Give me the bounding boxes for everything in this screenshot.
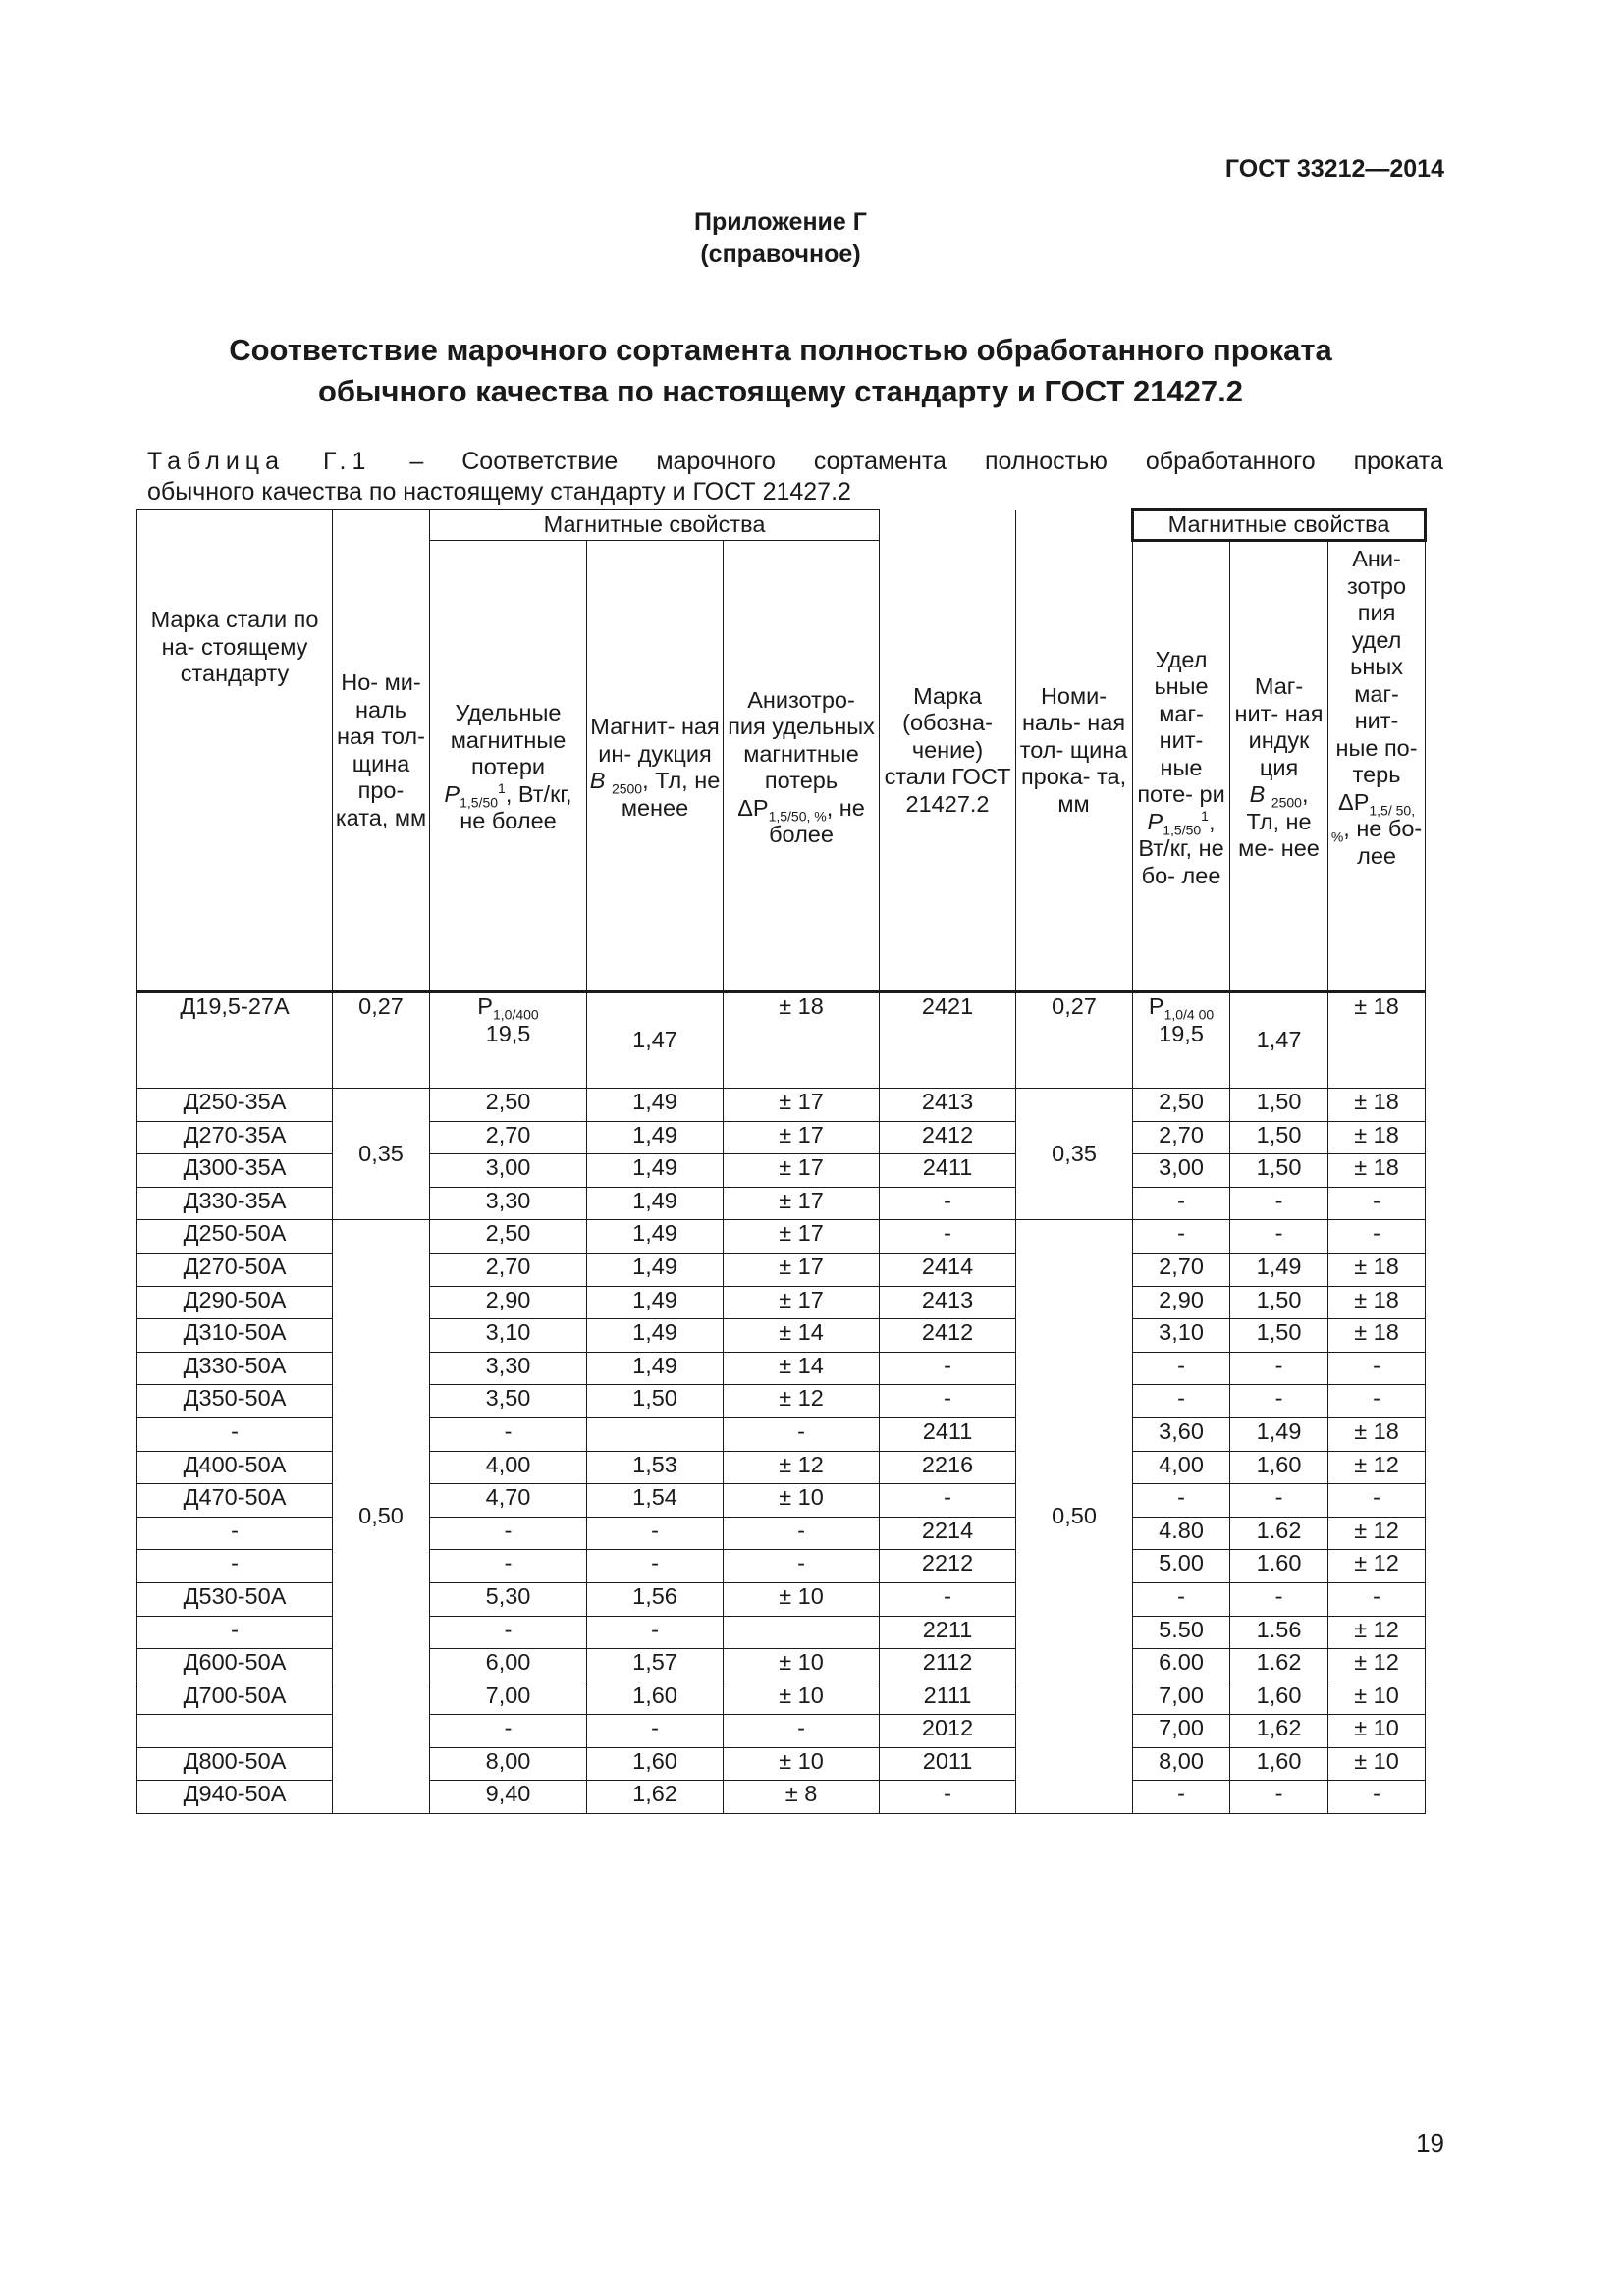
col-grade-header: Марка стали по на- стоящему стандарту (137, 510, 333, 992)
cell-anisotropy: ± 14 (724, 1319, 880, 1353)
table-row (137, 1451, 1426, 1484)
cell-gost-loss: 3,10 (1133, 1319, 1230, 1353)
cell-gost-loss: 5.00 (1133, 1550, 1230, 1583)
cell-gost-grade: - (880, 1220, 1016, 1254)
cell-grade: - (137, 1550, 333, 1583)
table-row (137, 1649, 1426, 1682)
cell-anisotropy: ± 12 (724, 1385, 880, 1418)
cell-loss: 3,30 (430, 1352, 587, 1385)
cell-induction: 1,62 (587, 1781, 724, 1814)
cell-gost-loss: 5.50 (1133, 1616, 1230, 1649)
caption-word: проката (1353, 448, 1443, 475)
table-row (137, 1550, 1426, 1583)
cell-induction: 1,54 (587, 1484, 724, 1518)
cell-gost-loss: - (1133, 1352, 1230, 1385)
cell-grade: - (137, 1417, 333, 1451)
cell-loss: 2,90 (430, 1286, 587, 1319)
cell-gost-loss: 2,50 (1133, 1089, 1230, 1122)
cell-grade: Д19,5-27А (137, 992, 333, 1089)
cell-gost-grade: 2111 (880, 1682, 1016, 1715)
cell-grade: Д530-50А (137, 1582, 333, 1616)
cell-grade: Д270-35А (137, 1121, 333, 1154)
table-row (137, 1417, 1426, 1451)
cell-loss: 2,70 (430, 1121, 587, 1154)
cell-gost-induction: 1,60 (1230, 1682, 1328, 1715)
cell-induction: 1,50 (587, 1385, 724, 1418)
cell-induction: 1,49 (587, 1286, 724, 1319)
cell-loss: 9,40 (430, 1781, 587, 1814)
cell-gost-grade: - (880, 1484, 1016, 1518)
cell-gost-anisotropy: ± 12 (1328, 1649, 1426, 1682)
col-anisotropy-header: Анизотро- пия удельных магнитные потерь $\Delta P_{1,5/50, \%}$, не более (724, 541, 880, 992)
table-row (137, 1385, 1426, 1418)
cell-gost-anisotropy: ± 12 (1328, 1616, 1426, 1649)
cell-anisotropy (724, 1616, 880, 1649)
cell-loss: 2,70 (430, 1253, 587, 1286)
cell-gost-loss: - (1133, 1187, 1230, 1220)
table-row (137, 1616, 1426, 1649)
table-header (137, 510, 1426, 992)
annex-subtitle: (справочное) (700, 240, 861, 268)
cell-gost-grade: - (880, 1385, 1016, 1418)
table-row (137, 1154, 1426, 1188)
table-caption (147, 447, 1443, 507)
cell-gost-anisotropy: ± 18 (1328, 1253, 1426, 1286)
cell-loss: - (430, 1616, 587, 1649)
magnetic-group-header: Магнитные свойства (430, 510, 880, 541)
cell-gost-grade: 2411 (880, 1154, 1016, 1188)
cell-gost-grade: 2414 (880, 1253, 1016, 1286)
table-row (137, 1121, 1426, 1154)
cell-gost-loss: 4.80 (1133, 1517, 1230, 1550)
table-row (137, 1517, 1426, 1550)
cell-grade: Д330-50А (137, 1352, 333, 1385)
cell-gost-loss: - (1133, 1220, 1230, 1254)
cell-loss: 8,00 (430, 1747, 587, 1781)
cell-gost-anisotropy: ± 10 (1328, 1747, 1426, 1781)
cell-gost-loss: 2,70 (1133, 1121, 1230, 1154)
cell-thickness: 0,27 (333, 992, 430, 1089)
cell-induction: - (587, 1715, 724, 1748)
table-row (137, 1352, 1426, 1385)
cell-gost-grade: - (880, 1781, 1016, 1814)
cell-anisotropy: ± 10 (724, 1747, 880, 1781)
cell-anisotropy: ± 17 (724, 1121, 880, 1154)
cell-induction: 1,49 (587, 1187, 724, 1220)
table-row (137, 1253, 1426, 1286)
cell-grade: Д300-35А (137, 1154, 333, 1188)
cell-loss: 3,00 (430, 1154, 587, 1188)
cell-induction: 1,60 (587, 1747, 724, 1781)
cell-gost-loss: - (1133, 1781, 1230, 1814)
cell-induction: 1,60 (587, 1682, 724, 1715)
table-row (137, 1682, 1426, 1715)
cell-anisotropy: ± 17 (724, 1154, 880, 1188)
table-row (137, 1715, 1426, 1748)
cell-anisotropy: - (724, 1715, 880, 1748)
cell-gost-induction: 1,50 (1230, 1319, 1328, 1353)
cell-induction: 1,53 (587, 1451, 724, 1484)
annex-heading (0, 206, 1561, 271)
cell-gost-loss: 8,00 (1133, 1747, 1230, 1781)
cell-gost-induction: 1,50 (1230, 1089, 1328, 1122)
caption-word: марочного (656, 448, 776, 475)
cell-gost-anisotropy: ± 18 (1328, 1286, 1426, 1319)
cell-grade (137, 1715, 333, 1748)
cell-induction: 1,47 (587, 992, 724, 1089)
cell-loss: 2,50 (430, 1089, 587, 1122)
cell-gost-induction: 1,62 (1230, 1715, 1328, 1748)
cell-grade: Д330-35А (137, 1187, 333, 1220)
cell-gost-anisotropy: - (1328, 1582, 1426, 1616)
cell-gost-anisotropy: ± 12 (1328, 1451, 1426, 1484)
cell-gost-anisotropy: ± 12 (1328, 1517, 1426, 1550)
caption-word: обработанного (1145, 448, 1316, 475)
cell-anisotropy: ± 10 (724, 1582, 880, 1616)
cell-grade: Д800-50А (137, 1747, 333, 1781)
cell-gost-anisotropy: ± 18 (1328, 1319, 1426, 1353)
caption-word: сортамента (813, 448, 947, 475)
cell-induction: 1,56 (587, 1582, 724, 1616)
cell-gost-induction: - (1230, 1352, 1328, 1385)
cell-loss: - (430, 1517, 587, 1550)
cell-gost-induction: 1,50 (1230, 1121, 1328, 1154)
cell-gost-grade: 2214 (880, 1517, 1016, 1550)
cell-grade: Д940-50А (137, 1781, 333, 1814)
cell-gost-grade: 2412 (880, 1319, 1016, 1353)
cell-loss: 7,00 (430, 1682, 587, 1715)
cell-induction: 1,49 (587, 1253, 724, 1286)
cell-anisotropy: ± 10 (724, 1682, 880, 1715)
cell-gost-grade: 2412 (880, 1121, 1016, 1154)
col-induction-header: Магнит- ная ин- дукция B $_{2500}$, Тл, не менее (587, 541, 724, 992)
cell-gost-induction: 1.60 (1230, 1550, 1328, 1583)
cell-anisotropy: ± 10 (724, 1649, 880, 1682)
page-number: 19 (1416, 2128, 1444, 2158)
cell-gost-thickness: 0,50 (1016, 1220, 1133, 1814)
cell-grade: Д600-50А (137, 1649, 333, 1682)
cell-anisotropy: ± 17 (724, 1220, 880, 1254)
cell-grade: Д250-50А (137, 1220, 333, 1254)
cell-gost-anisotropy: ± 18 (1328, 992, 1426, 1089)
cell-grade: Д250-35А (137, 1089, 333, 1122)
cell-gost-thickness: 0,27 (1016, 992, 1133, 1089)
cell-gost-induction: 1.62 (1230, 1517, 1328, 1550)
table-row (137, 1187, 1426, 1220)
col-thickness-header: Но- ми- наль ная тол- щина про- ката, мм (333, 510, 430, 992)
cell-gost-anisotropy: ± 10 (1328, 1682, 1426, 1715)
caption-word: Г.1 (323, 448, 372, 475)
cell-anisotropy: ± 12 (724, 1451, 880, 1484)
cell-gost-anisotropy: - (1328, 1385, 1426, 1418)
cell-gost-loss: 3,00 (1133, 1154, 1230, 1188)
table-row (137, 1220, 1426, 1254)
col-gost-thickness-header: Номи- наль- ная тол- щина прока- та, мм (1016, 510, 1133, 992)
cell-gost-anisotropy: ± 18 (1328, 1089, 1426, 1122)
cell-anisotropy: ± 14 (724, 1352, 880, 1385)
cell-gost-induction: - (1230, 1582, 1328, 1616)
document-title (0, 330, 1561, 412)
cell-gost-loss: - (1133, 1582, 1230, 1616)
table-row (137, 1781, 1426, 1814)
cell-induction: 1,49 (587, 1319, 724, 1353)
cell-gost-anisotropy: ± 18 (1328, 1417, 1426, 1451)
cell-gost-grade: 2216 (880, 1451, 1016, 1484)
cell-gost-grade: 2211 (880, 1616, 1016, 1649)
cell-induction: - (587, 1517, 724, 1550)
cell-gost-grade: - (880, 1187, 1016, 1220)
gost-magnetic-group-header: Магнитные свойства (1133, 510, 1426, 541)
cell-gost-anisotropy: ± 12 (1328, 1550, 1426, 1583)
cell-gost-loss: 7,00 (1133, 1715, 1230, 1748)
cell-grade: - (137, 1616, 333, 1649)
cell-induction: 1,57 (587, 1649, 724, 1682)
title-line-1: Соответствие марочного сортамента полностью обработанного проката (229, 333, 1332, 367)
table-row (137, 1286, 1426, 1319)
cell-anisotropy: ± 10 (724, 1484, 880, 1518)
cell-gost-loss: 2,70 (1133, 1253, 1230, 1286)
cell-gost-anisotropy: ± 18 (1328, 1121, 1426, 1154)
table-row (137, 1089, 1426, 1122)
cell-loss: 4,00 (430, 1451, 587, 1484)
cell-loss: 3,10 (430, 1319, 587, 1353)
cell-gost-anisotropy: - (1328, 1352, 1426, 1385)
cell-gost-induction: - (1230, 1187, 1328, 1220)
cell-loss: 5,30 (430, 1582, 587, 1616)
cell-gost-loss: 3,60 (1133, 1417, 1230, 1451)
cell-grade: Д290-50А (137, 1286, 333, 1319)
cell-grade: Д270-50А (137, 1253, 333, 1286)
grade-correspondence-table (136, 508, 1427, 1814)
cell-gost-loss: 2,90 (1133, 1286, 1230, 1319)
cell-anisotropy: ± 8 (724, 1781, 880, 1814)
cell-gost-induction: 1,49 (1230, 1417, 1328, 1451)
cell-gost-anisotropy: ± 18 (1328, 1154, 1426, 1188)
cell-gost-grade: 2421 (880, 992, 1016, 1089)
cell-induction: - (587, 1550, 724, 1583)
cell-gost-loss: 4,00 (1133, 1451, 1230, 1484)
table-body (137, 992, 1426, 1814)
cell-loss: 3,50 (430, 1385, 587, 1418)
caption-word: Соответствие (461, 448, 619, 475)
cell-grade: Д400-50А (137, 1451, 333, 1484)
cell-gost-loss: - (1133, 1385, 1230, 1418)
col-gost-induction-header: Маг- нит- ная индук ция B $_{2500}$, Тл, не ме- нее (1230, 541, 1328, 992)
cell-gost-induction: 1,60 (1230, 1451, 1328, 1484)
title-line-2: обычного качества по настоящему стандарту и ГОСТ 21427.2 (317, 374, 1244, 408)
col-gost-grade-header: Марка (обозна- чение) стали ГОСТ 21427.2 (880, 510, 1016, 992)
cell-gost-induction: 1,50 (1230, 1154, 1328, 1188)
cell-gost-anisotropy: - (1328, 1187, 1426, 1220)
caption-word: Таблица (147, 448, 286, 475)
cell-thickness: 0,50 (333, 1220, 430, 1814)
cell-grade: - (137, 1517, 333, 1550)
cell-gost-induction: - (1230, 1781, 1328, 1814)
cell-gost-loss: $P_{1,0/4 00}$ 19,5 (1133, 992, 1230, 1089)
annex-title: Приложение Г (694, 208, 867, 236)
cell-loss: 3,30 (430, 1187, 587, 1220)
table-row (137, 992, 1426, 1089)
col-gost-loss-header: Удел ьные маг- нит- ные поте- ри $P_{1,5/50}^1$, Вт/кг, не бо- лее (1133, 541, 1230, 992)
cell-grade: Д470-50А (137, 1484, 333, 1518)
cell-gost-induction: 1.62 (1230, 1649, 1328, 1682)
cell-gost-grade: 2212 (880, 1550, 1016, 1583)
cell-anisotropy: ± 17 (724, 1253, 880, 1286)
cell-induction: 1,49 (587, 1220, 724, 1254)
cell-thickness: 0,35 (333, 1089, 430, 1220)
cell-gost-grade: 2112 (880, 1649, 1016, 1682)
cell-induction: 1,49 (587, 1121, 724, 1154)
cell-loss: - (430, 1715, 587, 1748)
cell-anisotropy: - (724, 1550, 880, 1583)
cell-loss: - (430, 1550, 587, 1583)
cell-gost-loss: 6.00 (1133, 1649, 1230, 1682)
cell-loss: 4,70 (430, 1484, 587, 1518)
cell-gost-induction: 1,49 (1230, 1253, 1328, 1286)
cell-gost-grade: 2411 (880, 1417, 1016, 1451)
caption-word: – (409, 448, 424, 475)
cell-gost-grade: - (880, 1582, 1016, 1616)
col-gost-anisotropy-header: Ани- зотро пия удел ьных маг- нит- ные по- терь $\Delta P_{1,5/ 50, \%}$, не бо- лее (1328, 541, 1426, 992)
col-loss-header: Удельные магнитные потери $P_{1,5/50}^1$, Вт/кг, не более (430, 541, 587, 992)
cell-loss: - (430, 1417, 587, 1451)
table-row (137, 1582, 1426, 1616)
cell-gost-grade: - (880, 1352, 1016, 1385)
caption-line-2: обычного качества по настоящему стандарту и ГОСТ 21427.2 (147, 478, 851, 506)
cell-gost-induction: - (1230, 1385, 1328, 1418)
table-row (137, 1319, 1426, 1353)
cell-loss: $P_{1,0/400}$ 19,5 (430, 992, 587, 1089)
cell-anisotropy: ± 17 (724, 1089, 880, 1122)
cell-anisotropy: - (724, 1417, 880, 1451)
cell-induction: 1,49 (587, 1089, 724, 1122)
cell-gost-grade: 2012 (880, 1715, 1016, 1748)
cell-gost-anisotropy: - (1328, 1484, 1426, 1518)
cell-gost-grade: 2413 (880, 1089, 1016, 1122)
cell-anisotropy: ± 18 (724, 992, 880, 1089)
cell-gost-loss: 7,00 (1133, 1682, 1230, 1715)
cell-gost-grade: 2011 (880, 1747, 1016, 1781)
cell-induction: 1,49 (587, 1154, 724, 1188)
table-row (137, 1484, 1426, 1518)
cell-grade: Д310-50А (137, 1319, 333, 1353)
cell-gost-induction: 1,47 (1230, 992, 1328, 1089)
cell-anisotropy: - (724, 1517, 880, 1550)
cell-grade: Д350-50А (137, 1385, 333, 1418)
cell-anisotropy: ± 17 (724, 1286, 880, 1319)
standard-number: ГОСТ 33212—2014 (1224, 155, 1444, 183)
cell-gost-induction: 1,60 (1230, 1747, 1328, 1781)
cell-gost-induction: 1.56 (1230, 1616, 1328, 1649)
cell-gost-thickness: 0,35 (1016, 1089, 1133, 1220)
cell-gost-anisotropy: - (1328, 1781, 1426, 1814)
cell-anisotropy: ± 17 (724, 1187, 880, 1220)
cell-gost-loss: - (1133, 1484, 1230, 1518)
cell-gost-induction: - (1230, 1220, 1328, 1254)
cell-induction: 1,49 (587, 1352, 724, 1385)
cell-loss: 6,00 (430, 1649, 587, 1682)
caption-line-1 (147, 447, 1443, 477)
caption-word: полностью (984, 448, 1108, 475)
cell-induction (587, 1417, 724, 1451)
table-row (137, 1747, 1426, 1781)
cell-gost-grade: 2413 (880, 1286, 1016, 1319)
cell-gost-induction: 1,50 (1230, 1286, 1328, 1319)
cell-gost-anisotropy: ± 10 (1328, 1715, 1426, 1748)
cell-induction: - (587, 1616, 724, 1649)
cell-loss: 2,50 (430, 1220, 587, 1254)
cell-gost-induction: - (1230, 1484, 1328, 1518)
cell-gost-anisotropy: - (1328, 1220, 1426, 1254)
cell-grade: Д700-50А (137, 1682, 333, 1715)
